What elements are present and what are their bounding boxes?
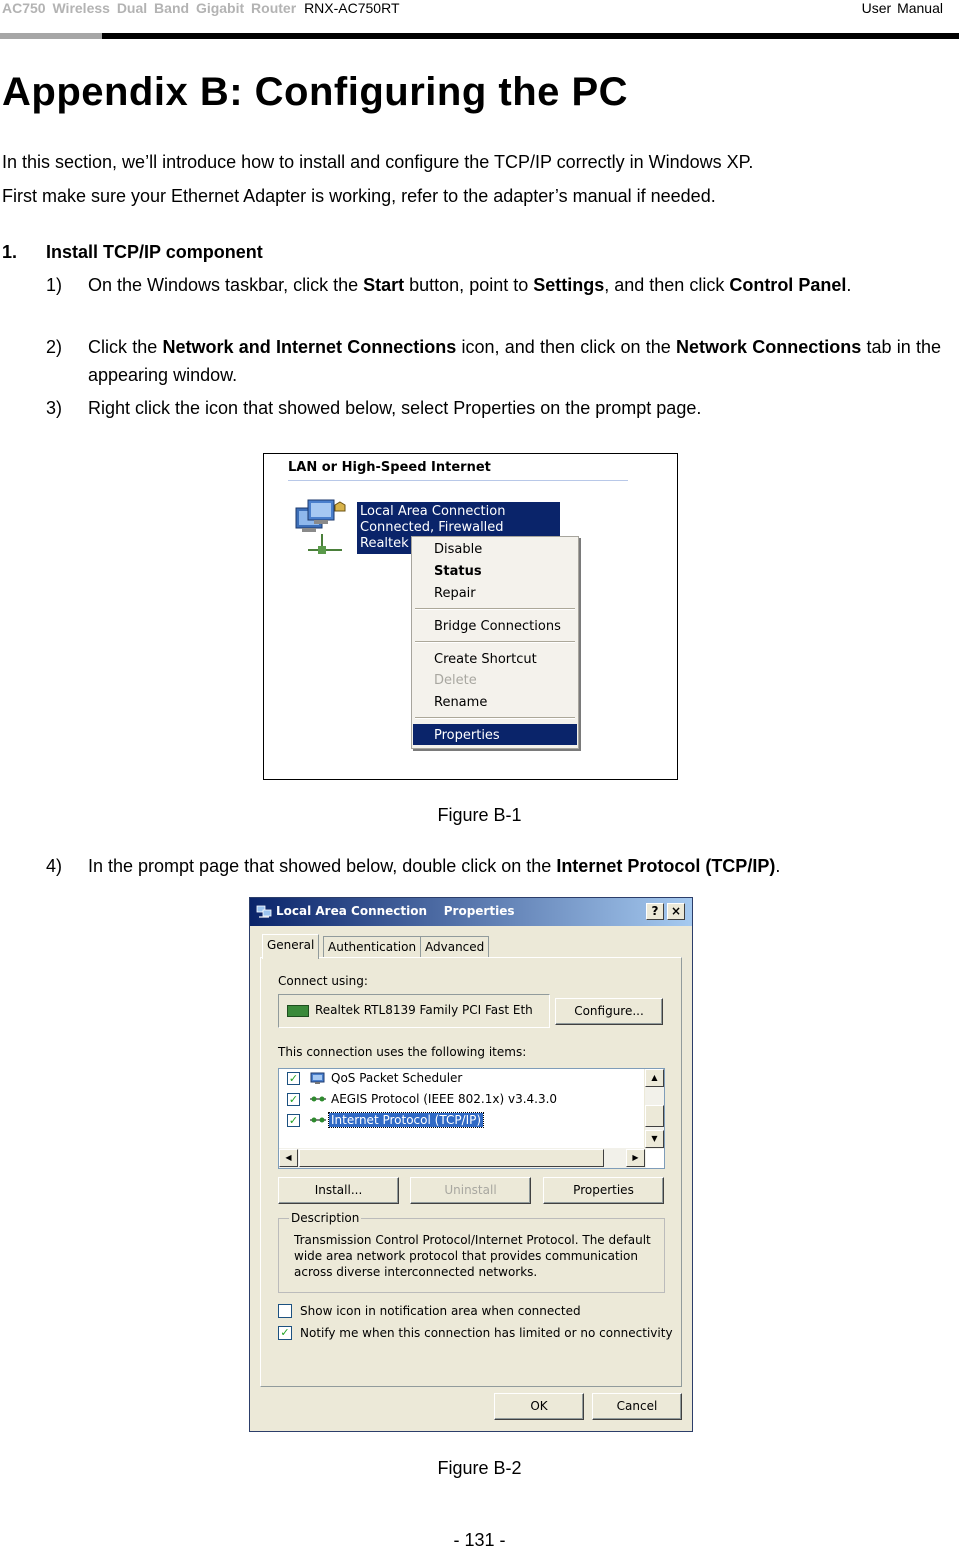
figure-b1-screenshot <box>263 453 678 780</box>
notify-checkbox[interactable]: ✓ <box>278 1326 292 1340</box>
menu-item-properties[interactable]: Properties <box>434 728 500 743</box>
tab-general[interactable]: General <box>262 934 319 959</box>
scroll-up-button[interactable]: ▲ <box>645 1069 664 1087</box>
menu-item-repair[interactable]: Repair <box>434 586 476 601</box>
network-connection-icon <box>290 494 356 560</box>
list-item[interactable] <box>279 1111 639 1131</box>
menu-item-delete: Delete <box>434 673 477 688</box>
components-list[interactable] <box>278 1068 665 1169</box>
tab-authentication[interactable]: Authentication <box>323 936 421 958</box>
horizontal-scrollbar[interactable] <box>279 1148 646 1168</box>
menu-item-rename[interactable]: Rename <box>434 695 488 710</box>
header-rule-black <box>102 33 959 39</box>
section-heading <box>2 242 263 263</box>
close-button[interactable]: × <box>667 903 685 920</box>
scroll-thumb[interactable] <box>299 1149 604 1167</box>
tab-advanced[interactable]: Advanced <box>420 936 489 958</box>
description-group <box>278 1211 665 1293</box>
adapter-field <box>278 994 550 1028</box>
step-number: 3) <box>46 398 63 418</box>
menu-separator <box>415 641 575 643</box>
section-number: 1. <box>2 242 18 262</box>
items-label: This connection uses the following items: <box>278 1045 527 1059</box>
description-text: Transmission Control Protocol/Internet Protocol. The default wide area network protocol that provides communication across diverse interconnected networks. <box>294 1233 651 1279</box>
item-checkbox[interactable]: ✓ <box>288 1114 299 1127</box>
running-header <box>2 0 400 16</box>
properties-button[interactable]: Properties <box>543 1177 664 1204</box>
connection-status: Connected, Firewalled <box>360 520 504 535</box>
item-checkbox[interactable]: ✓ <box>288 1093 299 1106</box>
menu-item-disable[interactable]: Disable <box>434 542 483 557</box>
scroll-down-button[interactable]: ▼ <box>645 1130 664 1148</box>
header-product: AC750 Wireless Dual Band Gigabit Router <box>2 0 297 16</box>
description-label: Description <box>291 1211 360 1225</box>
list-item[interactable] <box>279 1090 639 1110</box>
lan-header-divider <box>288 480 628 481</box>
step-4: 4) In the prompt page that showed below, double click on the Internet Protocol (TCP/IP). <box>46 852 941 880</box>
scroll-thumb[interactable] <box>645 1105 664 1127</box>
figure-b2-caption: Figure B-2 <box>437 1458 522 1478</box>
intro-line-2: First make sure your Ethernet Adapter is working, refer to the adapter’s manual if needed. <box>2 186 716 206</box>
step-number: 2) <box>46 337 63 357</box>
item-label: QoS Packet Scheduler <box>331 1071 463 1085</box>
item-checkbox[interactable]: ✓ <box>288 1072 299 1085</box>
menu-separator <box>415 608 575 610</box>
configure-button[interactable]: Configure... <box>555 998 663 1025</box>
install-button[interactable]: Install... <box>278 1177 399 1204</box>
step-3: 3) Right click the icon that showed below, select Properties on the prompt page. <box>46 394 941 422</box>
notify-label: Notify me when this connection has limited or no connectivity <box>300 1326 673 1340</box>
service-icon <box>309 1072 327 1085</box>
step-2: 2) Click the Network and Internet Connections icon, and then click on the Network Connections tab in the appearing window. <box>46 333 941 389</box>
list-item[interactable] <box>279 1069 639 1089</box>
connection-device: Realtek <box>360 536 409 551</box>
header-model: RNX-AC750RT <box>304 0 400 16</box>
page-number: - 131 - <box>453 1530 506 1550</box>
figure-b1-caption: Figure B-1 <box>437 805 522 825</box>
uninstall-button: Uninstall <box>410 1177 531 1204</box>
show-icon-label: Show icon in notification area when connected <box>300 1304 581 1318</box>
protocol-icon <box>309 1114 327 1127</box>
step-number: 4) <box>46 856 63 876</box>
menu-item-bridge-connections[interactable]: Bridge Connections <box>434 619 561 634</box>
network-icon <box>256 905 272 919</box>
context-menu <box>411 536 579 749</box>
scroll-right-button[interactable]: ▶ <box>626 1149 645 1167</box>
dialog-title-bar[interactable] <box>250 898 692 926</box>
menu-item-create-shortcut[interactable]: Create Shortcut <box>434 652 537 667</box>
header-manual: User Manual <box>861 0 943 16</box>
show-icon-checkbox[interactable] <box>278 1304 292 1318</box>
figure-b2-properties-dialog <box>249 897 693 1432</box>
section-title: Install TCP/IP component <box>46 242 263 262</box>
menu-item-status[interactable]: Status <box>434 564 482 579</box>
dialog-title: Local Area Connection Properties <box>276 904 515 918</box>
cancel-button[interactable]: Cancel <box>592 1393 682 1420</box>
scroll-left-button[interactable]: ◀ <box>279 1149 298 1167</box>
header-rule-grey <box>0 33 102 39</box>
adapter-name: Realtek RTL8139 Family PCI Fast Eth <box>315 1003 533 1017</box>
item-label: AEGIS Protocol (IEEE 802.1x) v3.4.3.0 <box>331 1092 558 1106</box>
protocol-icon <box>309 1093 327 1106</box>
connection-name: Local Area Connection <box>360 504 506 519</box>
vertical-scrollbar[interactable] <box>644 1069 664 1149</box>
step-1: 1) On the Windows taskbar, click the Start button, point to Settings, and then click Control Panel. <box>46 271 941 299</box>
page-title: Appendix B: Configuring the PC <box>2 70 629 114</box>
item-label-selected: Internet Protocol (TCP/IP) <box>331 1113 482 1127</box>
intro-line-1: In this section, we’ll introduce how to install and configure the TCP/IP correctly in Windows XP. <box>2 152 754 172</box>
ok-button[interactable]: OK <box>494 1393 584 1420</box>
help-button[interactable]: ? <box>646 903 664 920</box>
lan-section-header: LAN or High-Speed Internet <box>288 460 491 475</box>
network-adapter-icon <box>287 1005 309 1017</box>
menu-separator <box>415 717 575 719</box>
connect-using-label: Connect using: <box>278 974 368 988</box>
step-number: 1) <box>46 275 63 295</box>
